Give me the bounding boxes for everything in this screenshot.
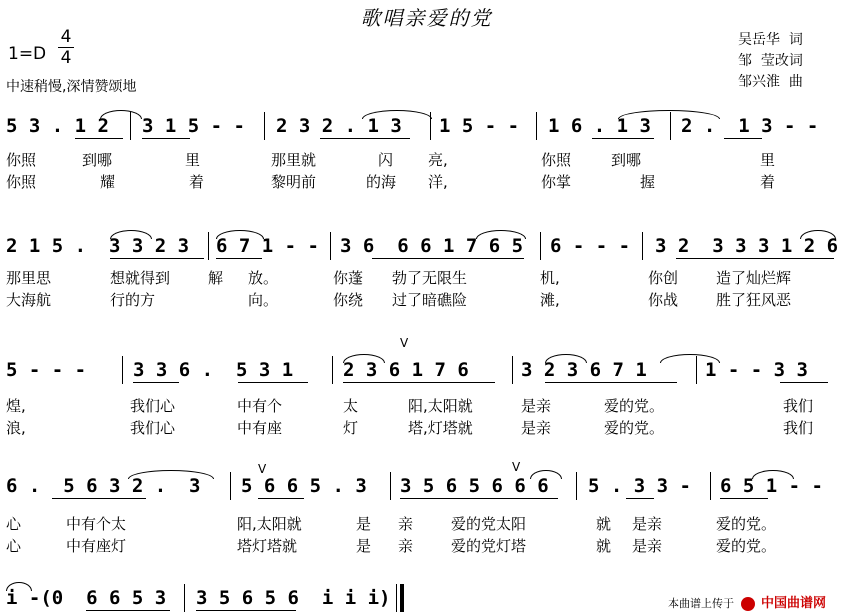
measure-notes: 6 7 1 - - [216,235,319,257]
lyric-syllables: 耀 [100,173,116,191]
underline [216,258,262,259]
lyric-syllables: 你创 [648,269,679,287]
slur [128,470,214,479]
lyric-syllables: 造了灿烂辉 [716,269,792,287]
measure-notes: 3 6 6 6 1 7 6 5 [340,235,524,257]
slur [618,110,720,119]
slur [362,110,432,119]
lyric-syllables: 握 [640,173,656,191]
lyric-syllables: 中有个太 [66,515,127,533]
lyric-syllables: 阳,太阳就 [408,397,473,415]
lyric-syllables: 我们 [783,397,814,415]
final-barline-thick [400,584,404,612]
final-barline-thin [396,584,397,612]
barline [512,356,513,384]
barline [710,472,711,500]
source-footer [668,592,826,611]
slur [6,582,32,591]
measure-notes: 3 5 6 5 6 6 6 [400,475,549,497]
lyric-syllables: 中有座 [237,419,283,437]
lyric-syllables: 你蓬 [333,269,364,287]
slur [343,354,385,363]
tempo-marking: 中速稍慢,深情赞颂地 [6,79,137,95]
lyric-syllables: 我们 [783,419,814,437]
barline [122,356,123,384]
lyric-syllables: 那里就 [271,151,317,169]
underline [400,498,558,499]
lyric-syllables: 是亲 [632,537,663,555]
lyric-syllables: 煌, [6,397,26,415]
underline [343,382,495,383]
slur [660,354,720,363]
lyric-syllables: 闪 [378,151,394,169]
barline [330,232,331,260]
slur [545,354,587,363]
barline [390,472,391,500]
site-name: 中国曲谱网 [761,596,827,611]
lyric-syllables: 是亲 [632,515,663,533]
lyric-syllables: 着 [189,173,205,191]
lyric-syllables: 过了暗礁险 [392,291,468,309]
lyric-syllables: 心 [6,537,22,555]
lyric-syllables: 中有座灯 [66,537,127,555]
lyric-syllables: 爱的党。 [716,515,777,533]
lyric-verse-2 [0,536,853,556]
lyric-syllables: 机, [540,269,560,287]
lyric-syllables: 浪, [6,419,26,437]
lyric-syllables: 是 [356,515,372,533]
lyric-syllables: 到哪 [82,151,113,169]
key-signature: 1=D [8,44,47,64]
measure-notes: 3 3 6 . 5 3 1 [133,359,294,381]
credits [738,30,803,93]
underline [52,498,146,499]
lyric-syllables: 我们心 [130,419,176,437]
meter-top: 4 [60,27,72,47]
barline [184,584,185,612]
slur [476,230,526,239]
lyric-syllables: 爱的党。 [716,537,777,555]
lyric-syllables: 向。 [248,291,279,309]
measure-notes: i -(0 6 6 5 3 [6,587,167,609]
slur [800,230,836,239]
lyric-syllables: 你照 [6,173,37,191]
reviser-credit: 邹 莹改词 [738,53,803,69]
underline [238,382,308,383]
lyric-verse-2 [0,172,853,192]
lyric-syllables: 那里思 [6,269,52,287]
lyric-syllables: 滩, [540,291,560,309]
underline [133,382,179,383]
measure-notes: 6 5 1 - - [720,475,823,497]
lyric-syllables: 里 [760,151,776,169]
lyric-verse-1 [0,150,853,170]
underline [626,498,654,499]
lyric-verse-2 [0,418,853,438]
lyric-syllables: 你战 [648,291,679,309]
lyric-syllables: 中有个 [237,397,283,415]
lyric-syllables: 行的方 [110,291,156,309]
measure-notes: 3 5 6 5 6 i i i) [196,587,391,609]
measure-notes: 1 - - 3 3 [705,359,808,381]
measure-notes: 5 3 . 1 2 [6,115,109,137]
upload-note: 本曲谱上传于 [668,597,734,610]
measure-notes: 2 1 5 . 3 3 2 3 [6,235,190,257]
lyric-syllables: 塔灯塔就 [237,537,298,555]
lyric-syllables: 的海 [366,173,397,191]
lyric-syllables: 就 [596,537,612,555]
measure-notes: 1 6 . 1 3 [548,115,651,137]
lyric-syllables: 爱的党。 [604,419,665,437]
barline [332,356,333,384]
lyric-syllables: 黎明前 [271,173,317,191]
underline [724,138,762,139]
lyric-syllables: 解 [208,269,224,287]
lyric-syllables: 我们心 [130,397,176,415]
composer-credit: 邹兴淮 曲 [738,74,803,90]
underline [142,138,190,139]
measure-notes: 3 1 5 - - [142,115,245,137]
time-signature [58,28,74,67]
measure-notes: 1 5 - - [439,115,520,137]
lyric-syllables: 你绕 [333,291,364,309]
slur [110,230,152,239]
barline [642,232,643,260]
barline [540,232,541,260]
lyric-syllables: 胜了狂风恶 [716,291,792,309]
lyric-syllables: 大海航 [6,291,52,309]
lyric-syllables: 你照 [6,151,37,169]
lyric-syllables: 你掌 [541,173,572,191]
underline [86,610,170,611]
measure-notes: 5 - - - [6,359,87,381]
lyric-syllables: 亲 [398,537,414,555]
measure-notes: 5 . 3 3 - [588,475,691,497]
lyric-syllables: 心 [6,515,22,533]
breath-mark: V [400,336,409,350]
measure-notes: 5 6 6 5 . 3 [241,475,367,497]
lyric-syllables: 阳,太阳就 [237,515,302,533]
lyric-verse-1 [0,396,853,416]
slur [752,470,794,479]
measure-notes: 6 . 5 6 3 2 . 3 [6,475,201,497]
lyric-syllables: 放。 [248,269,279,287]
lyric-syllables: 亮, [428,151,448,169]
underline [320,138,410,139]
lyric-verse-2 [0,290,853,310]
lyric-verse-1 [0,268,853,288]
lyric-syllables: 灯 [343,419,359,437]
site-logo-icon [741,597,755,611]
lyric-syllables: 是亲 [521,397,552,415]
lyric-syllables: 亲 [398,515,414,533]
lyric-syllables: 想就得到 [110,269,171,287]
underline [196,610,296,611]
breath-mark: V [258,462,267,476]
slur [100,110,142,119]
lyric-syllables: 就 [596,515,612,533]
slur [530,470,562,479]
measure-notes: 3 2 3 3 3 1 2 6 [655,235,839,257]
barline [208,232,209,260]
barline [576,472,577,500]
lyric-syllables: 勃了无限生 [392,269,468,287]
underline [258,498,304,499]
underline [780,382,828,383]
meter-bottom: 4 [60,48,72,68]
underline [372,258,524,259]
slur [216,230,264,239]
lyric-syllables: 爱的党太阳 [451,515,527,533]
barline [230,472,231,500]
lyric-syllables: 爱的党灯塔 [451,537,527,555]
lyric-syllables: 是 [356,537,372,555]
measure-notes: 3 2 3 6 7 1 [521,359,647,381]
measure-notes: 2 3 6 1 7 6 [343,359,469,381]
lyric-syllables: 洋, [428,173,448,191]
lyric-syllables: 塔,灯塔就 [408,419,473,437]
underline [110,258,204,259]
lyric-syllables: 是亲 [521,419,552,437]
lyric-syllables: 你照 [541,151,572,169]
barline [264,112,265,140]
underline [676,258,834,259]
lyric-syllables: 太 [343,397,359,415]
lyric-syllables: 到哪 [611,151,642,169]
lyricist-credit: 吴岳华 词 [738,32,803,48]
underline [592,138,654,139]
measure-notes: 6 - - - [550,235,631,257]
barline [536,112,537,140]
lyric-syllables: 爱的党。 [604,397,665,415]
underline [545,382,677,383]
underline [75,138,123,139]
lyric-syllables: 里 [185,151,201,169]
lyric-syllables: 着 [760,173,776,191]
breath-mark: V [512,460,521,474]
notation-row [0,358,853,382]
measure-notes: 2 3 2 . 1 3 [276,115,402,137]
song-title: 歌唱亲爱的党 [360,6,493,30]
underline [720,498,768,499]
measure-notes: 2 . 1 3 - - [681,115,819,137]
lyric-verse-1 [0,514,853,534]
